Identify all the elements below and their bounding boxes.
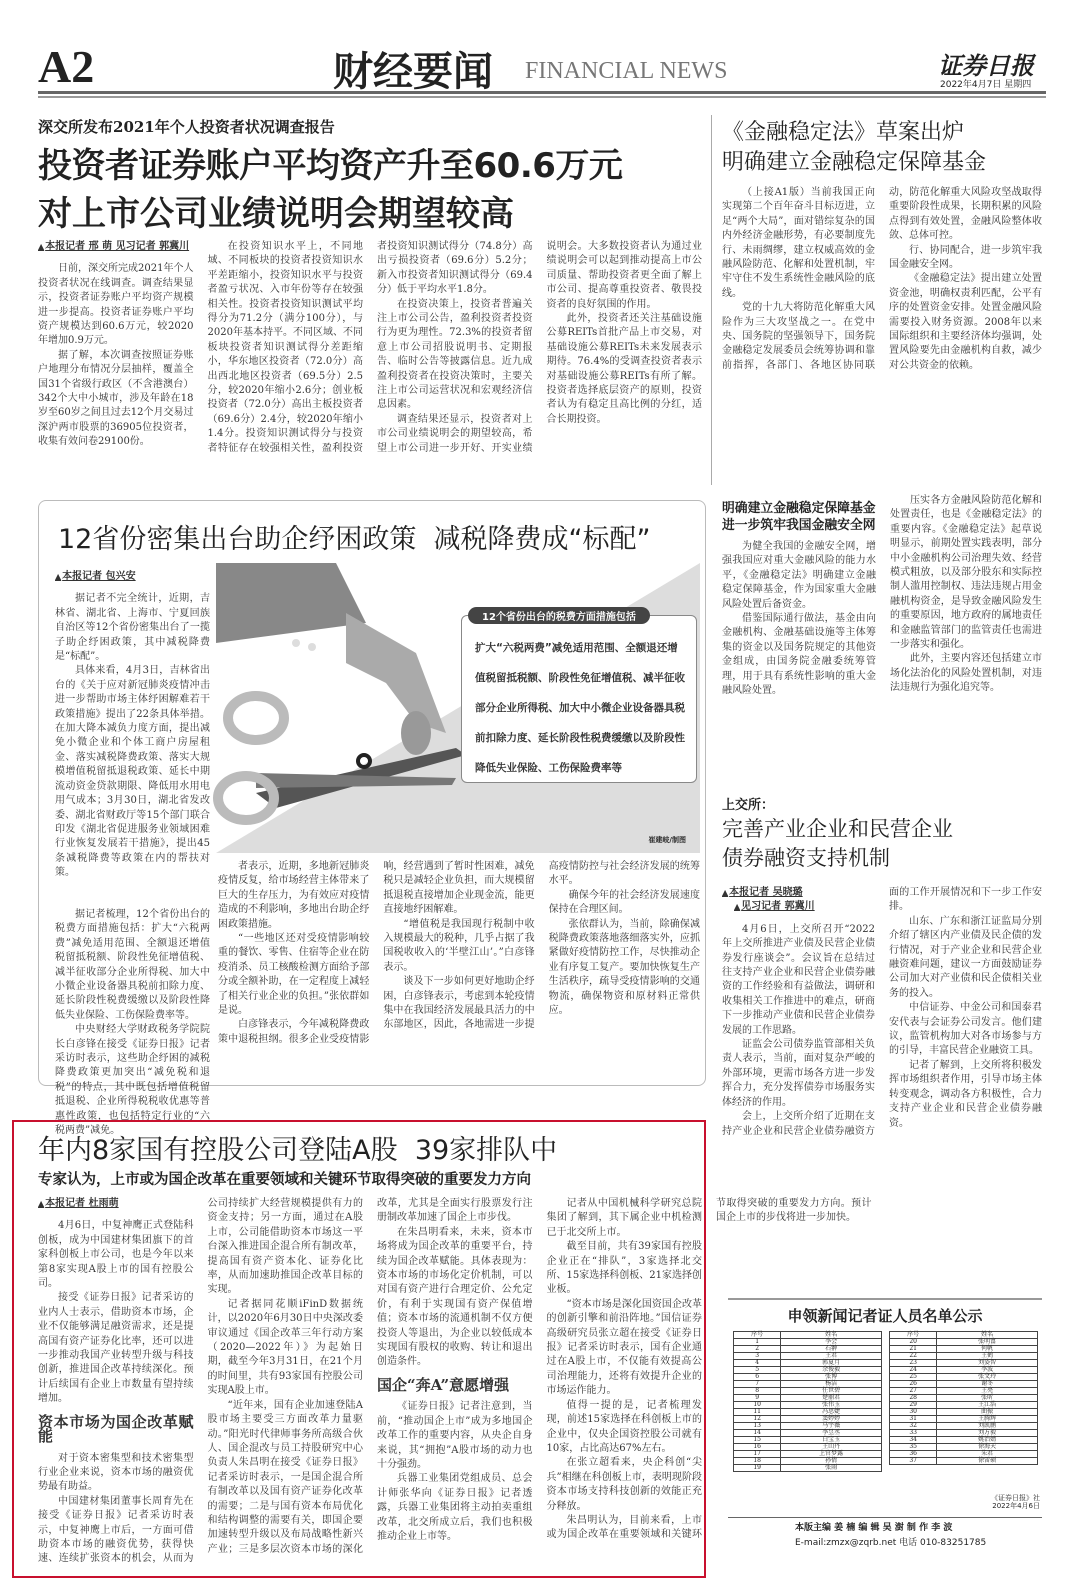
right2-kicker: 上交所： bbox=[722, 798, 775, 813]
paragraph: 调查结果还显示，投资者对上市公司业绩说明会的期望较高，希望上市公司进一步开好、开实业绩说明会。大多数投资者认为通过业绩说明会可以起到推动提高上市公司质量、帮助投资者更全面了解上市公司、提高尊重投资者、敬畏投资者的良好氛围的作用。 bbox=[377, 241, 702, 454]
paragraph: “近年来，国有企业加速登陆A股市场主要受三方面改革力量驱动。”阳光时代律师事务所高级合伙人、国企混改与员工持股研究中心负责人朱昌明在接受《证券日报》记者采访时表示，一是国企混合所有制改革以及国有资产证券化改革的需要；二是与国有资本布局优化和结构调整的需要有关，即国企要加速转型升级以及布局战略性新兴产业；三是多层次资本市场的深化改革，尤其是全面实行股票发行注册制改革加速了国企上市步伐。 bbox=[207, 1198, 533, 1555]
name: 张昕 bbox=[937, 1395, 1038, 1402]
name: 刘凯鹏 bbox=[937, 1423, 1038, 1430]
subheading-line: 明确建立金融稳定保障基金 bbox=[722, 501, 876, 516]
paragraph: 中国建材集团董事长周育先在接受《证券日报》记者采访时表示，中复神鹰上市后，一方面可借助资本市场的融资优势，获得快速、连续扩张资本的机会，从而为公司持续扩大经营规模提供有力的资金支持；另一方面，通过在A股上市，公司能借助资本市场这一平台深入推进国企混合所有制改革，提高国有资产资本化、证券化比率，从而加速助推国企改革目标的实现。 bbox=[38, 1198, 363, 1565]
name: 姚治婧 bbox=[937, 1437, 1038, 1444]
col-header: 序号 bbox=[734, 1332, 781, 1339]
bottom-subtitle: 专家认为，上市或为国企改革在重要领域和关键环节取得突破的重要发力方向 bbox=[38, 1171, 531, 1188]
paragraph: 朱昌明认为，目前来看，上市或为国企改革在重要领域和关键环节取得突破的重要发力方向。预计国企上市的步伐将进一步加快。 bbox=[546, 1198, 872, 1541]
serial: 11 bbox=[734, 1409, 781, 1416]
serial: 16 bbox=[734, 1444, 781, 1451]
paragraph: 兵器工业集团党组成员、总会计师张华向《证券日报》记者透露，兵器工业集团将主动拍卖重组改革，北交所成立后，我们也积极推动企业上市等。 bbox=[377, 1473, 533, 1542]
serial: 28 bbox=[890, 1395, 937, 1402]
serial: 24 bbox=[890, 1367, 937, 1374]
name: 朱君 bbox=[937, 1451, 1038, 1458]
name: 张雨 bbox=[781, 1465, 882, 1472]
paragraph: 4月6日，中复神鹰正式登陆科创板，成为中国建材集团旗下的首家科创板上市公司，也是今年以来第8家实现A股上市的国有控股公司。 bbox=[38, 1220, 194, 1290]
paragraph: 证监会公司债券监管部相关负责人表示，当前，面对复杂严峻的外部环境，更需市场各方进一步发挥合力，充分发挥债券市场服务实体经济的作用。 bbox=[722, 1039, 875, 1108]
contact-info: E-mail:zmzx@zqrb.net 电话 010-83251785 bbox=[795, 1538, 987, 1548]
names-table-right bbox=[889, 1331, 1038, 1465]
section-title-en: FINANCIAL NEWS bbox=[525, 58, 728, 84]
paragraph: 确保今年的社会经济发展速度保持在合理区间。 bbox=[548, 889, 700, 916]
issue-date: 2022年4月7日 星期四 bbox=[940, 80, 1032, 90]
box-body-cols bbox=[218, 860, 700, 1076]
right1-subheading bbox=[722, 500, 880, 534]
serial: 19 bbox=[734, 1465, 781, 1472]
paragraph: 《证券日报》记者注意到，当前，“推动国企上市”成为多地国企改革工作的重要内容，从央企自身来说，其“拥抱”A股市场的动力也十分强劲。 bbox=[377, 1401, 533, 1470]
box-body-col1 bbox=[55, 908, 210, 1137]
paragraph: 记者从中国机械科学研究总院集团了解到，其下属企业中机检测已于北交所上市。 bbox=[546, 1198, 702, 1238]
name: 刘方毅 bbox=[937, 1430, 1038, 1437]
serial: 21 bbox=[890, 1346, 937, 1353]
name: 刘姿智 bbox=[937, 1360, 1038, 1367]
serial: 20 bbox=[890, 1339, 937, 1346]
name: 石翀 bbox=[781, 1346, 882, 1353]
footer-rule bbox=[728, 1517, 1042, 1518]
serial: 7 bbox=[734, 1381, 781, 1388]
name: 任世碧 bbox=[781, 1388, 882, 1395]
name: 王江浩 bbox=[937, 1402, 1038, 1409]
measures-line: 扩大“六税两费”减免适用范围、全额退还增 bbox=[475, 642, 678, 654]
measures-line: 值税留抵税额、阶段性免征增值税、减半征收 bbox=[475, 672, 685, 684]
serial: 12 bbox=[734, 1416, 781, 1423]
paragraph: 谈及下一步如何更好地助企纾困，白彦锋表示，考虑到本轮疫情集中在我国经济发展最具活力的中东部地区，因此，各地需进一步提高疫情防控与社会经济发展的统筹水平。 bbox=[383, 861, 700, 1031]
measures-line: 部分企业所得税、加大中小微企业设备器具税 bbox=[475, 702, 685, 714]
serial: 4 bbox=[734, 1360, 781, 1367]
name: 窦婷婷 bbox=[781, 1416, 882, 1423]
serial: 37 bbox=[890, 1458, 937, 1465]
serial: 1 bbox=[734, 1339, 781, 1346]
serial: 2 bbox=[734, 1346, 781, 1353]
name: 李会 bbox=[781, 1339, 882, 1346]
name: 王鹤 bbox=[937, 1353, 1038, 1360]
table-row bbox=[734, 1465, 882, 1472]
col-header: 姓名 bbox=[937, 1332, 1038, 1339]
right2-headline-2: 债券融资支持机制 bbox=[722, 846, 890, 870]
paragraph: 在投资知识水平上，不同地域、不同板块的投资者投资知识水平差距缩小，投资知识水平与投资者盈亏状况、入市年份等存在较强相关性。投资者投资知识测试平均得分为71.2分（满分100分），与2020年基本持平。不同区域、不同板块投资者知识测试得分差距缩小，华东地区投资者（72.0分）高出西北地区投资者（69.5分）2.5分，较2020年缩小2.6分；创业板投资者（72.0分）高出主板投资者（69.6分）2.4分，较2020年缩小1.4分。投资知识测试得分与投资者特征存在较强相关性，盈利投资者投资知识测试得分（74.8分）高出亏损投资者（69.6分）5.2分；新入市投资者知识测试得分（69.4分）低于平均水平1.8分。 bbox=[207, 241, 533, 454]
name: 谢冬 bbox=[937, 1381, 1038, 1388]
top-headline-1: 投资者证券账户平均资产升至60.6万元 bbox=[38, 146, 623, 186]
name: 李波 bbox=[937, 1367, 1038, 1374]
header-rule bbox=[38, 91, 1046, 98]
paragraph: 借鉴国际通行做法，基金由向金融机构、金融基础设施等主体筹集的资金以及国务院规定的其他资金组成，由国务院金融委统筹管理，用于具有系统性影响的重大金融风险处置。 bbox=[722, 613, 876, 697]
name: 徐雷硕 bbox=[937, 1458, 1038, 1465]
names-table-left bbox=[733, 1331, 882, 1472]
name: 白宝玉 bbox=[781, 1437, 882, 1444]
name: 王亮 bbox=[937, 1388, 1038, 1395]
byline: ▲ 本报记者 包兴安 bbox=[55, 570, 210, 584]
paragraph: 在朱昌明看来，未来，资本市场将成为国企改革的重要平台，持续为国企改革赋能。具体表现为：资本市场的市场化定价机制，可以对国有资产进行合理定价、公允定价，有利于实现国有资产保值增值；资本市场的流通机制不仅方便投资人等退出，为企业以较低成本实现国有股权的收购、转让和退出创造条件。 bbox=[377, 1226, 533, 1368]
notice-title: 申领新闻记者证人员名单公示 bbox=[787, 1307, 983, 1325]
paragraph: 此外，主要内容还包括建立市场化法治化的风险处置机制，对违法违规行为强化追究等。 bbox=[890, 653, 1042, 694]
paragraph: 4月6日，上交所召开“2022年上交所推进产业债及民营企业债券发行座谈会”。会议旨在总结过往支持产业企业和民营企业债券融资的工作经验和有益做法，调研和收集相关工作推进中的难点，研商下一步推动产业债和民营企业债券发展的工作思路。 bbox=[722, 923, 875, 1036]
serial: 29 bbox=[890, 1402, 937, 1409]
right1-body bbox=[722, 186, 1042, 486]
paragraph: “一些地区还对受疫情影响较重的餐饮、零售、住宿等企业在防疫消杀、员工核酸检测方面给予部分或全额补助，在一定程度上减轻了相关行业企业的负担。”张依群如是说。 bbox=[218, 933, 370, 1017]
serial: 8 bbox=[734, 1388, 781, 1395]
serial: 34 bbox=[890, 1437, 937, 1444]
name: 何帆 bbox=[937, 1346, 1038, 1353]
paragraph: 中信证券、中金公司和国泰君安代表与会证券公司发言。他们建议，监管机构加大对各市场参与方的引导，丰富民营企业融资工具。 bbox=[889, 1002, 1042, 1057]
paragraph: 白彦锋表示，今年减税降费政策中退税担纲。很多企业受疫情影响，经营遇到了暂时性困难，减免税只是减轻企业负担，而大规模留抵退税直接增加企业现金流，能更直接地纾困解难。 bbox=[218, 861, 535, 1045]
paragraph: （上接A1版）当前我国正向实现第二个百年奋斗目标迈进，立足“两个大局”，面对错综复杂的国内外经济金融形势，有必要制度先行、未雨绸缪，建立权威高效的金融风险防范、化解和处置机制，牢牢守住不发生系统性金融风险的底线。 bbox=[722, 187, 875, 299]
paragraph: 值得一提的是，记者梳理发现，前述15家选择在科创板上市的企业中，仅央企国资控股公司就有10家，占比高达67%左右。 bbox=[546, 1399, 702, 1454]
notice-rule bbox=[728, 1298, 1042, 1300]
name: 王山丹 bbox=[781, 1444, 882, 1451]
serial: 26 bbox=[890, 1381, 937, 1388]
paragraph: 山东、广东和浙江证监局分别介绍了辖区内产业债及民企债的发行情况，对于产业企业和民营企业融资难问题，建议一方面鼓励证券公司加大对产业债和民企债相关业务的投入。 bbox=[889, 915, 1042, 999]
subheading-line: 进一步筑牢我国金融安全网 bbox=[722, 518, 876, 533]
name: 余俊毅 bbox=[781, 1367, 882, 1374]
byline: ▲ 本报记者 吴晓璐 bbox=[722, 886, 875, 900]
bottom-headline: 年内8家国有控股公司登陆A股 39家排队中 bbox=[38, 1135, 558, 1166]
measures-line: 前扣除力度、延长阶段性税费缓缴以及阶段性 bbox=[475, 732, 685, 744]
page-number: A2 bbox=[38, 41, 95, 92]
name: 上官梦露 bbox=[781, 1451, 882, 1458]
serial: 9 bbox=[734, 1395, 781, 1402]
name: 楚丽君 bbox=[781, 1395, 882, 1402]
right1-headline-1: 《金融稳定法》草案出炉 bbox=[722, 120, 965, 145]
serial: 25 bbox=[890, 1374, 937, 1381]
top-article-body bbox=[38, 240, 702, 476]
byline: ▲ 本报记者 邢 萌 见习记者 郭冀川 bbox=[38, 240, 194, 254]
serial: 35 bbox=[890, 1444, 937, 1451]
paragraph: 会上，上交所介绍了近期在支持产业企业和民营企业债券融资方面的工作开展情况和下一步工作安排。 bbox=[722, 887, 1042, 1137]
paragraph: 张依群认为，当前，除确保减税降费政策落地落细落实外，应抓紧做好疫情防控工作，尽快推动企业有序复工复产。要加快恢复生产生活秩序，疏导受疫情影响的交通物流，确保物资和原材料正常供应。 bbox=[548, 918, 700, 1017]
paragraph: 在投资决策上，投资者普遍关注上市公司公告，盈利投资者投资行为更为理性。72.3%的投资者留意上市公司招股说明书、定期报告、临时公告等披露信息。近九成盈利投资者在投资决策时，主要关注上市公司运营状况和宏观经济信息因素。 bbox=[377, 298, 533, 411]
col-header: 序号 bbox=[890, 1332, 937, 1339]
paragraph: 中央财经大学财政税务学院院长白彦锋在接受《证券日报》记者采访时表示，这些助企纾困的减税降费政策更加突出“减免税和退税”的特点，其中既包括增值税留抵退税、企业所得税税收优惠等普惠性政策，也包括特定行业的“六税两费”减免。 bbox=[55, 1024, 210, 1137]
paragraph: 据记者梳理，12个省份出台的税费方面措施包括：扩大“六税两费”减免适用范围、全额退还增值税留抵税额、阶段性免征增值税、减半征收部分企业所得税、加大中小微企业设备器具税前扣除力度、延长阶段性税费缓缴以及阶段性降低失业保险、工伤保险费率等。 bbox=[55, 909, 210, 1021]
serial: 27 bbox=[890, 1388, 937, 1395]
serial: 23 bbox=[890, 1360, 937, 1367]
name: 王君 bbox=[781, 1353, 882, 1360]
name: 曲振 bbox=[937, 1409, 1038, 1416]
name: 张文玲 bbox=[937, 1374, 1038, 1381]
serial: 31 bbox=[890, 1416, 937, 1423]
serial: 18 bbox=[734, 1458, 781, 1465]
name: 王腾辉 bbox=[937, 1416, 1038, 1423]
section-title: 财经要闻 bbox=[333, 48, 493, 95]
right2-headline-1: 完善产业企业和民营企业 bbox=[722, 817, 953, 841]
subheading: 资本市场为国企改革赋能 bbox=[38, 1412, 194, 1446]
measures-text bbox=[475, 633, 685, 783]
name: 张博 bbox=[781, 1374, 882, 1381]
paragraph: 对于资本密集型和技术密集型行业企业来说，资本市场的融资优势最有助益。 bbox=[38, 1452, 194, 1493]
paper-logo: 证券日报 bbox=[938, 51, 1034, 80]
issuer: 《证券日报》社 bbox=[991, 1494, 1040, 1502]
serial: 6 bbox=[734, 1374, 781, 1381]
serial: 32 bbox=[890, 1423, 937, 1430]
editor-credits: 本版主编 姜 楠 编 辑 吴 澍 制 作 李 波 bbox=[795, 1523, 953, 1533]
table-row bbox=[890, 1458, 1038, 1465]
paragraph: 日前，深交所完成2021年个人投资者状况在线调查。调查结果显示，投资者证券账户平均资产规模进一步提高。投资者证券账户平均资产规模达到60.6万元，较2020年增加0.9万元。 bbox=[38, 263, 194, 347]
box-body-intro bbox=[55, 570, 210, 905]
serial: 3 bbox=[734, 1353, 781, 1360]
right1-body-right bbox=[890, 494, 1042, 784]
subheading: 国企“奔A”意愿增强 bbox=[377, 1375, 510, 1394]
name: 冯思婕 bbox=[781, 1409, 882, 1416]
paragraph: 具体来看，4月3日，吉林省出台的《关于应对新冠肺炎疫情冲击进一步帮助市场主体纾困解难若干政策措施》提出了22条具体举措。在加大降本减负力度方面，提出减免小微企业和个体工商户房屋租金、落实减税降费政策、落实大规模增值税留抵退税政策、延长中期流动资金贷款期限、降低用水用电用气成本；3月30日，湖北省发改委、湖北省财政厅等15个部门联合印发《湖北省促进服务业领域困难行业恢复发展若干措施》，提出45条减税降费等政策在内的帮扶对策。 bbox=[55, 665, 210, 879]
paragraph: 记者了解到，上交所将积极发挥市场组织者作用，引导市场主体转变观念，调动各方积极性，合力支持产业企业和民营企业债券融资。 bbox=[889, 1059, 1042, 1129]
serial: 36 bbox=[890, 1451, 937, 1458]
serial: 22 bbox=[890, 1353, 937, 1360]
paragraph: “增值税是我国现行税制中收入规模最大的税种，几乎占据了我国税收收入的‘半壁江山’。”白彦锋表示。 bbox=[383, 918, 535, 973]
serial: 17 bbox=[734, 1451, 781, 1458]
name: 李昱丞 bbox=[781, 1430, 882, 1437]
paragraph: 党的十九大将防范化解重大风险作为三大攻坚战之一。在党中央、国务院的坚强领导下，国务院金融稳定发展委员会统筹协调和靠前指挥，各部门、各地区协同联动，防范化解重大风险攻坚战取得重要阶段性成果，长期积累的风险点得到有效处置，金融风险整体收敛、总体可控。 bbox=[722, 187, 1042, 371]
byline: ▲ 本报记者 杜雨萌 bbox=[38, 1197, 194, 1211]
tax-cut-infographic bbox=[216, 563, 700, 853]
right1-headline-2: 明确建立金融稳定保障基金 bbox=[722, 150, 987, 175]
notice-issuer bbox=[900, 1494, 1040, 1510]
measures-label: 12个省份出台的税费方面措施包括 bbox=[468, 607, 650, 624]
col-header: 姓名 bbox=[781, 1332, 882, 1339]
paragraph: 在张立超看来，央企科创“尖兵”相继在科创板上市，表明现阶段资本市场支持科技创新的效能正充分释放。 bbox=[546, 1457, 702, 1512]
right1-body-left bbox=[722, 540, 876, 785]
paragraph: “资本市场是深化国资国企改革的创新引擎和前沿阵地。”国信证券高级研究员张立超在接受《证券日报》记者采访时表示，国有企业通过在A股上市，不仅能有效提高公司治理能力，还将有效提升企业的市场运作能力。 bbox=[546, 1298, 702, 1397]
serial: 5 bbox=[734, 1367, 781, 1374]
serial: 10 bbox=[734, 1402, 781, 1409]
name: 徐海天 bbox=[937, 1444, 1038, 1451]
paragraph: 记者据同花顺iFinD数据统计，以2020年6月30日中央深改委审议通过《国企改革三年行动方案（2020—2022年）》为起始日期，截至今年3月31日，在21个月的时间里，共有93家国有控股公司实现A股上市。 bbox=[207, 1298, 363, 1397]
serial: 13 bbox=[734, 1423, 781, 1430]
name: 孙倩 bbox=[781, 1458, 882, 1465]
paragraph: 截至目前，共有39家国有控股企业正在“排队”，3家选择北交所、15家选择科创板、21家选择创业板。 bbox=[546, 1241, 702, 1296]
top-headline-2: 对上市公司业绩说明会期望较高 bbox=[38, 194, 514, 234]
issue-date: 2022年4月6日 bbox=[992, 1502, 1040, 1510]
column-divider bbox=[711, 115, 712, 485]
figure-credit: 崔建岐/制图 bbox=[648, 836, 686, 844]
name: 马宇薇 bbox=[781, 1423, 882, 1430]
paragraph: 者表示，近期，多地新冠肺炎疫情反复，给市场经营主体带来了巨大的生存压力，为有效应对疫情造成的不利影响，多地出台助企纾困政策措施。 bbox=[218, 861, 370, 930]
paragraph: 接受《证券日报》记者采访的业内人士表示，借助资本市场，企业不仅能够满足融资需求，还是提高国有资产证券化比率，还可以进一步推动我国产业转型升级与科技创新，推进国企改革持续深化。预计后续国有企业上市数量有望持续增加。 bbox=[38, 1292, 194, 1405]
name: 张伟玉 bbox=[781, 1402, 882, 1409]
serial: 33 bbox=[890, 1430, 937, 1437]
serial: 14 bbox=[734, 1430, 781, 1437]
name: 郭夏月 bbox=[781, 1360, 882, 1367]
measures-line: 降低失业保险、工伤保险费率等 bbox=[475, 762, 622, 774]
paragraph: 行、协同配合，进一步筑牢我国金融安全网。 bbox=[889, 244, 1042, 271]
box-headline: 12省份密集出台助企纾困政策 减税降费成“标配” bbox=[58, 524, 651, 555]
serial: 30 bbox=[890, 1409, 937, 1416]
name: 张明富 bbox=[937, 1339, 1038, 1346]
top-kicker: 深交所发布2021年个人投资者状况调查报告 bbox=[38, 118, 335, 136]
paragraph: 据记者不完全统计，近期，吉林省、湖北省、上海市、宁夏回族自治区等12个省份密集出台了一揽子助企纾困政策，其中减税降费是“标配”。 bbox=[55, 593, 210, 663]
paragraph: 据了解，本次调查按照证券账户地理分布情况分层抽样，覆盖全国31个省级行政区（不含港澳台）342个大中小城市，涉及年龄在18岁至60岁之间且过去12个月交易过深沪两市股票的36905位投资者，收集有效问卷29100份。 bbox=[38, 349, 194, 448]
paragraph: 此外，投资者还关注基础设施公募REITs首批产品上市交易，对基础设施公募REITs未来发展表示期待。76.4%的受调查投资者表示对基础设施公募REITs有所了解。投资者选择底层资产的原则，投资者认为有稳定且高比例的分红，适合长期投资。 bbox=[546, 313, 702, 425]
paragraph: 为健全我国的金融安全网，增强我国应对重大金融风险的能力水平，《金融稳定法》明确建立金融稳定保障基金，作为国家重大金融风险处置后备资金。 bbox=[722, 541, 876, 610]
serial: 15 bbox=[734, 1437, 781, 1444]
paragraph: 压实各方金融风险防范化解和处置责任，也是《金融稳定法》的重要内容。《金融稳定法》起草说明显示，前期处置实践表明，部分中小金融机构公司治理失效、经营模式粗放，以及部分股东和实际控制人滥用控制权、违法违规占用金融机构资金，是导致金融风险发生的重要原因，地方政府的属地责任和金融监管部门的监管责任也需进一步落实和强化。 bbox=[890, 495, 1042, 651]
right2-body bbox=[722, 886, 1042, 1286]
paragraph: 《金融稳定法》提出建立处置资金池，明确权责利匹配，公平有序的处置资金安排。处置金融风险需要投入财务资源。2008年以来国际组织和主要经济体均强调，处置风险要先由金融机构自救，减少对公共资金的依赖。 bbox=[889, 273, 1042, 371]
name: 杨洁 bbox=[781, 1381, 882, 1388]
byline: ▲ 见习记者 郭冀川 bbox=[722, 900, 875, 914]
